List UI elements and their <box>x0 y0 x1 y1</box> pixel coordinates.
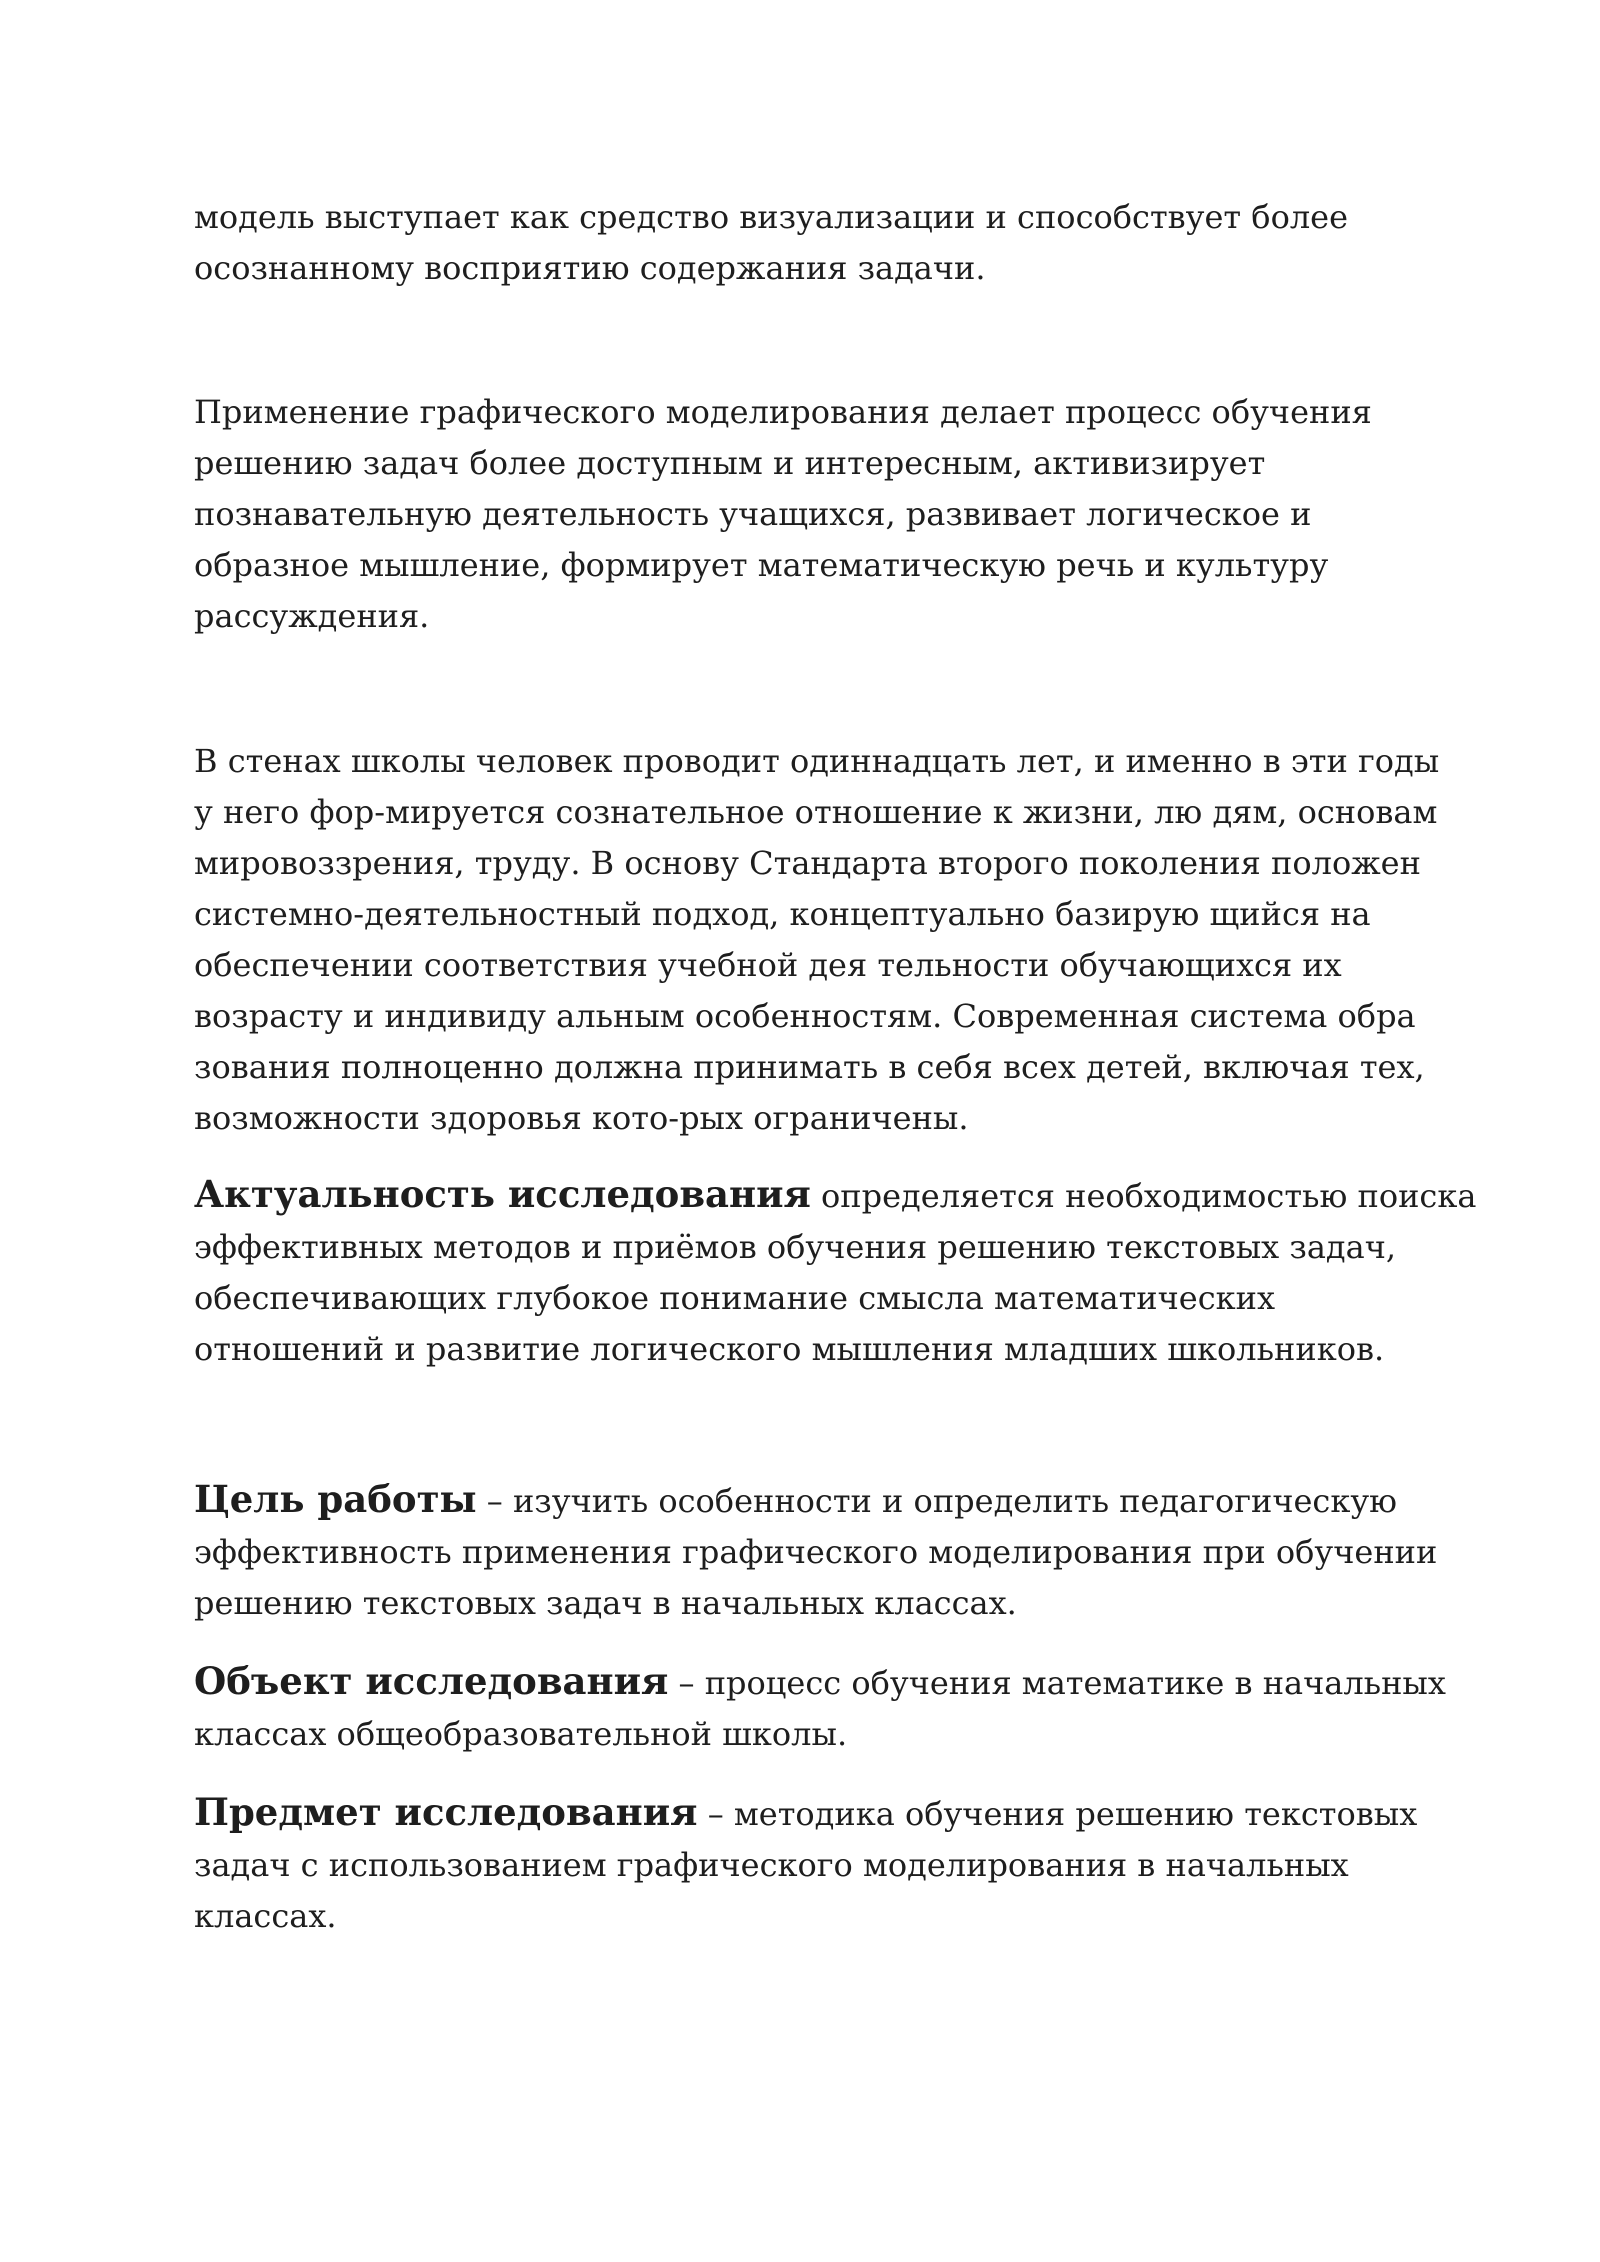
text-line: решению задач более доступным и интересным, активизирует <box>194 444 1266 482</box>
text-line: образное мышление, формирует математическую речь и культуру <box>194 546 1329 584</box>
paragraph-goal <box>194 1474 1438 1629</box>
text-line: познавательную деятельность учащихся, развивает логическое и <box>194 495 1312 533</box>
text-line: обеспечении соответствия учебной дея тельности обучающихся их <box>194 946 1342 984</box>
text-line <box>194 1787 1424 1840</box>
text-line: рассуждения. <box>194 597 430 635</box>
text-line: классах общеобразовательной школы. <box>194 1715 848 1753</box>
text-line: системно-деятельностный подход, концептуально базирую щийся на <box>194 895 1371 933</box>
text-line: возможности здоровья кото-рых ограничены. <box>194 1099 969 1137</box>
paragraph-object <box>194 1656 1446 1760</box>
text-line: классах. <box>194 1897 337 1935</box>
text-line: эффективных методов и приёмов обучения решению текстовых задач, <box>194 1228 1397 1266</box>
goal-heading: Цель работы <box>194 1477 477 1521</box>
paragraph-school-standard <box>194 736 1440 1144</box>
subject-text: – методика обучения решению текстовых <box>697 1795 1418 1833</box>
text-line: решению текстовых задач в начальных классах. <box>194 1584 1017 1622</box>
text-line: В стенах школы человек проводит одиннадцать лет, и именно в эти годы <box>194 742 1440 780</box>
relevance-text: определяется необходимостью поиска <box>810 1177 1477 1215</box>
text-line: мировоззрения, труду. В основу Стандарта второго поколения положен <box>194 844 1421 882</box>
text-line <box>194 1474 1424 1527</box>
relevance-heading: Актуальность исследования <box>194 1172 811 1216</box>
text-line: зования полноценно должна принимать в себя всех детей, включая тех, <box>194 1048 1425 1086</box>
object-heading: Объект исследования <box>194 1659 669 1703</box>
text-line: модель выступает как средство визуализации и способствует более <box>194 198 1349 236</box>
text-line: осознанному восприятию содержания задачи. <box>194 249 986 287</box>
text-line: эффективность применения графического моделирования при обучении <box>194 1533 1438 1571</box>
text-line: Применение графического моделирования делает процесс обучения <box>194 393 1372 431</box>
paragraph-relevance <box>194 1169 1477 1375</box>
goal-text: – изучить особенности и определить педагогическую <box>476 1482 1398 1520</box>
text-line: обеспечивающих глубокое понимание смысла математических <box>194 1279 1275 1317</box>
paragraph-subject <box>194 1787 1424 1942</box>
text-line: отношений и развитие логического мышления младших школьников. <box>194 1330 1385 1368</box>
text-line: возрасту и индивиду альным особенностям. Современная система обра <box>194 997 1416 1035</box>
subject-heading: Предмет исследования <box>194 1790 698 1834</box>
text-line <box>194 1656 1446 1709</box>
paragraph-graphic-modeling <box>194 387 1424 642</box>
paragraph-model-visualization <box>194 192 1424 294</box>
text-line <box>194 1169 1477 1222</box>
object-text: – процесс обучения математике в начальных <box>668 1664 1446 1702</box>
text-line: у него фор-мируется сознательное отношение к жизни, лю дям, основам <box>194 793 1438 831</box>
text-line: задач с использованием графического моделирования в начальных <box>194 1846 1349 1884</box>
